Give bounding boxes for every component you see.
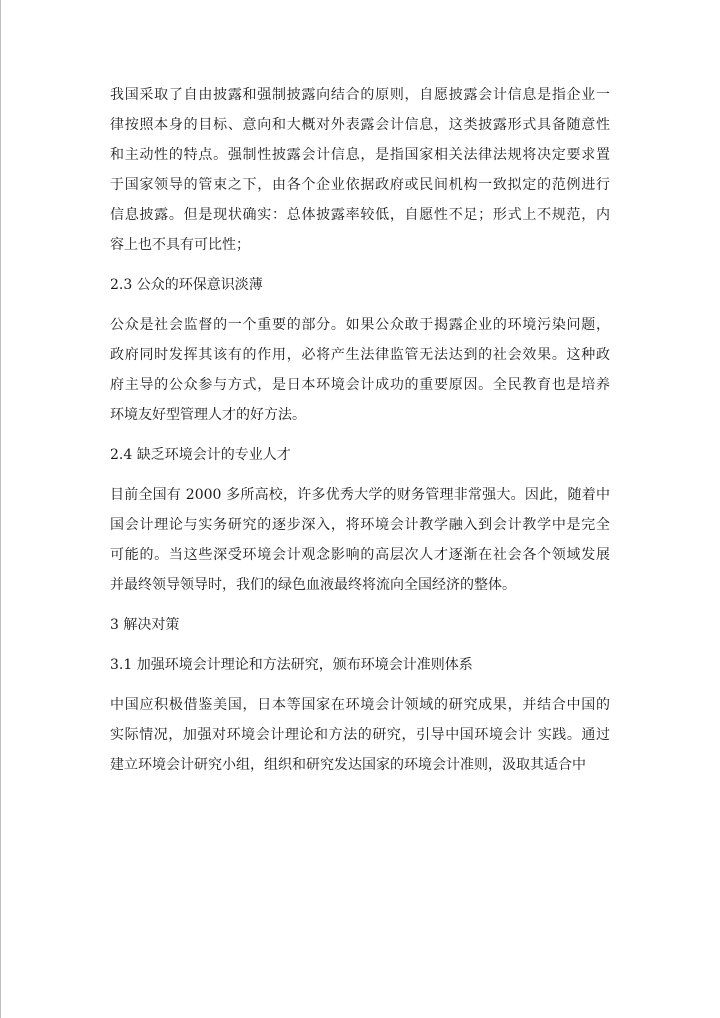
body-paragraph (110, 80, 610, 260)
paragraph-line: 国会计理论与实务研究的逐步深入，将环境会计教学融入到会计教学中是完全 (110, 517, 610, 533)
paragraph-line: 公众是社会监督的一个重要的部分。如果公众敢于揭露企业的环境污染问题， (110, 317, 610, 333)
document-body (110, 80, 610, 790)
paragraph-line: 可能的。当这些深受环境会计观念影响的高层次人才逐渐在社会各个领域发展 (110, 547, 610, 563)
paragraph-line: 我国采取了自由披露和强制披露向结合的原则，自愿披露会计信息是指企业一 (110, 87, 610, 103)
paragraph-line: 中国应积极借鉴美国，日本等国家在环境会计领域的研究成果，并结合中国的 (110, 697, 610, 713)
section-heading: 3.1 加强环境会计理论和方法研究，颁布环境会计准则体系 (110, 657, 473, 673)
paragraph-line: 环境友好型管理人才的好方法。 (110, 407, 306, 423)
section-heading: 3 解决对策 (110, 617, 180, 633)
page-left-border (0, 0, 1, 1018)
section-heading: 2.4 缺乏环境会计的专业人才 (110, 447, 291, 463)
section-heading: 2.3 公众的环保意识淡薄 (110, 277, 263, 293)
paragraph-line: 目前全国有 2000 多所高校，许多优秀大学的财务管理非常强大。因此，随着中 (110, 487, 610, 503)
paragraph-line: 府主导的公众参与方式，是日本环境会计成功的重要原因。全民教育也是培养 (110, 377, 610, 393)
paragraph-line: 实际情况，加强对环境会计理论和方法的研究，引导中国环境会计 实践。通过 (110, 727, 610, 743)
paragraph-line: 容上也不具有可比性； (110, 237, 250, 253)
paragraph-line: 政府同时发挥其该有的作用，必将产生法律监管无法达到的社会效果。这种政 (110, 347, 610, 363)
paragraph-line: 并最终领导领导时，我们的绿色血液最终将流向全国经济的整体。 (110, 577, 516, 593)
paragraph-line: 律按照本身的目标、意向和大概对外表露会计信息，这类披露形式具备随意性 (110, 117, 610, 133)
body-paragraph (110, 310, 610, 430)
paragraph-line: 于国家领导的管束之下，由各个企业依据政府或民间机构一致拟定的范例进行 (110, 177, 610, 193)
paragraph-line: 信息披露。但是现状确实：总体披露率较低，自愿性不足；形式上不规范，内 (110, 207, 610, 223)
body-paragraph (110, 480, 610, 600)
body-paragraph (110, 690, 610, 780)
paragraph-line: 建立环境会计研究小组，组织和研究发达国家的环境会计准则，汲取其适合中 (110, 757, 586, 773)
paragraph-line: 和主动性的特点。强制性披露会计信息，是指国家相关法律法规将决定要求置 (110, 147, 610, 163)
